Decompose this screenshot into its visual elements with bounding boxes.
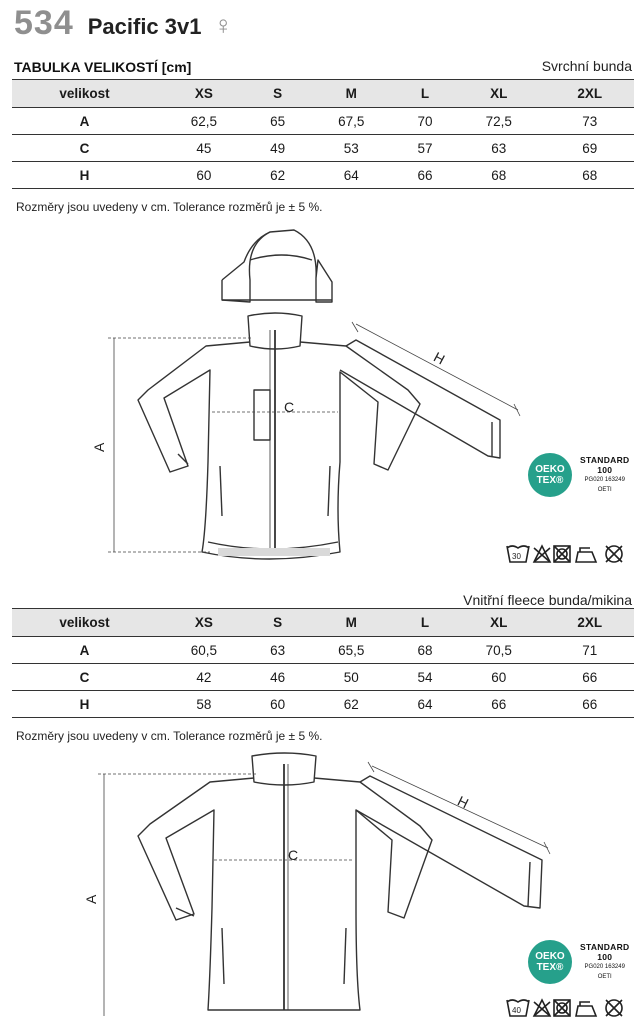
table-cell: 58 bbox=[157, 691, 251, 718]
outer-jacket-drawing bbox=[0, 220, 642, 580]
table-cell: 68 bbox=[546, 162, 634, 189]
no-dry-clean-icon bbox=[606, 1000, 622, 1016]
table-cell: 68 bbox=[398, 637, 452, 664]
no-bleach-icon bbox=[534, 546, 550, 562]
product-model: Pacific 3v1 bbox=[87, 14, 202, 39]
table-row bbox=[12, 664, 634, 691]
table-cell: 62 bbox=[251, 162, 305, 189]
inner-size-table bbox=[12, 608, 634, 718]
oeko-tex-logo: OEKO TEX® bbox=[528, 940, 572, 984]
table-cell: 68 bbox=[452, 162, 546, 189]
jacket-body-outline bbox=[138, 778, 432, 1010]
oeko-tex-badge: OEKO TEX® STANDARD 100 PG020 163249 OETI bbox=[528, 940, 629, 984]
table-cell: 63 bbox=[251, 637, 305, 664]
table-cell: 72,5 bbox=[452, 108, 546, 135]
table-header-row bbox=[12, 80, 634, 108]
table-cell: 66 bbox=[452, 691, 546, 718]
inner-fleece-subtitle: Vnitřní fleece bunda/mikina bbox=[463, 592, 632, 608]
svg-text:40: 40 bbox=[512, 1006, 521, 1015]
table-cell: 65 bbox=[251, 108, 305, 135]
table-header-row bbox=[12, 609, 634, 637]
female-icon: ♀ bbox=[213, 10, 233, 40]
table-cell: 71 bbox=[546, 637, 634, 664]
column-header: L bbox=[398, 609, 452, 637]
product-code: 534 bbox=[14, 4, 74, 42]
iron-icon bbox=[576, 548, 596, 562]
dimension-label-h: H bbox=[455, 792, 472, 812]
table-cell: 67,5 bbox=[304, 108, 398, 135]
tolerance-note: Rozměry jsou uvedeny v cm. Tolerance rozměrů je ± 5 %. bbox=[16, 200, 323, 214]
table-cell: 66 bbox=[546, 691, 634, 718]
care-symbols bbox=[504, 994, 634, 1022]
oeko-tex-logo: OEKO TEX® bbox=[528, 453, 572, 497]
table-cell: 62 bbox=[304, 691, 398, 718]
table-cell: 57 bbox=[398, 135, 452, 162]
table-row bbox=[12, 135, 634, 162]
oeko-tex-badge: OEKO TEX® STANDARD 100 PG020 163249 OETI bbox=[528, 453, 629, 497]
table-cell: 66 bbox=[546, 664, 634, 691]
column-header: XL bbox=[452, 80, 546, 108]
column-header: 2XL bbox=[546, 609, 634, 637]
side-pocket bbox=[220, 466, 222, 516]
table-cell: 73 bbox=[546, 108, 634, 135]
table-cell: 45 bbox=[157, 135, 251, 162]
no-dry-clean-icon bbox=[606, 546, 622, 562]
outer-size-table bbox=[12, 79, 634, 189]
row-label: C bbox=[12, 135, 157, 162]
table-row bbox=[12, 162, 634, 189]
table-cell: 70 bbox=[398, 108, 452, 135]
product-header bbox=[14, 4, 233, 43]
row-label: C bbox=[12, 664, 157, 691]
row-label: H bbox=[12, 162, 157, 189]
table-cell: 50 bbox=[304, 664, 398, 691]
row-label: H bbox=[12, 691, 157, 718]
table-row bbox=[12, 637, 634, 664]
table-cell: 60 bbox=[452, 664, 546, 691]
row-label: A bbox=[12, 108, 157, 135]
dimension-label-h: H bbox=[431, 348, 448, 368]
wash-icon bbox=[507, 1000, 529, 1016]
row-label: A bbox=[12, 637, 157, 664]
sleeve-outline bbox=[356, 776, 542, 908]
column-header: L bbox=[398, 80, 452, 108]
no-tumble-dry-icon bbox=[554, 1000, 570, 1016]
column-header: velikost bbox=[12, 609, 157, 637]
column-header: XL bbox=[452, 609, 546, 637]
column-header: S bbox=[251, 80, 305, 108]
tolerance-note: Rozměry jsou uvedeny v cm. Tolerance rozměrů je ± 5 %. bbox=[16, 729, 323, 743]
size-table-title: TABULKA VELIKOSTÍ [cm] bbox=[14, 59, 192, 75]
column-header: 2XL bbox=[546, 80, 634, 108]
chest-pocket bbox=[254, 390, 270, 440]
no-tumble-dry-icon bbox=[554, 546, 570, 562]
column-header: XS bbox=[157, 80, 251, 108]
table-cell: 65,5 bbox=[304, 637, 398, 664]
iron-icon bbox=[576, 1002, 596, 1016]
table-cell: 60 bbox=[251, 691, 305, 718]
table-cell: 64 bbox=[304, 162, 398, 189]
wash-icon bbox=[507, 546, 529, 562]
table-cell: 62,5 bbox=[157, 108, 251, 135]
column-header: M bbox=[304, 80, 398, 108]
dimension-label-a: A bbox=[91, 442, 107, 452]
svg-text:30: 30 bbox=[512, 552, 521, 561]
no-bleach-icon bbox=[534, 1000, 550, 1016]
table-cell: 70,5 bbox=[452, 637, 546, 664]
column-header: S bbox=[251, 609, 305, 637]
dimension-label-c: C bbox=[284, 399, 295, 415]
table-cell: 64 bbox=[398, 691, 452, 718]
column-header: XS bbox=[157, 609, 251, 637]
table-row bbox=[12, 691, 634, 718]
side-pocket bbox=[222, 928, 224, 984]
table-cell: 49 bbox=[251, 135, 305, 162]
table-cell: 42 bbox=[157, 664, 251, 691]
column-header: M bbox=[304, 609, 398, 637]
table-cell: 60 bbox=[157, 162, 251, 189]
table-row bbox=[12, 108, 634, 135]
table-cell: 53 bbox=[304, 135, 398, 162]
table-cell: 60,5 bbox=[157, 637, 251, 664]
table-cell: 63 bbox=[452, 135, 546, 162]
care-symbols bbox=[504, 540, 634, 568]
outer-jacket-subtitle: Svrchní bunda bbox=[541, 58, 632, 74]
jacket-body-outline bbox=[138, 342, 420, 559]
table-cell: 54 bbox=[398, 664, 452, 691]
table-cell: 46 bbox=[251, 664, 305, 691]
column-header: velikost bbox=[12, 80, 157, 108]
dimension-label-c: C bbox=[288, 847, 299, 863]
table-cell: 69 bbox=[546, 135, 634, 162]
table-cell: 66 bbox=[398, 162, 452, 189]
dimension-label-a: A bbox=[83, 894, 99, 904]
